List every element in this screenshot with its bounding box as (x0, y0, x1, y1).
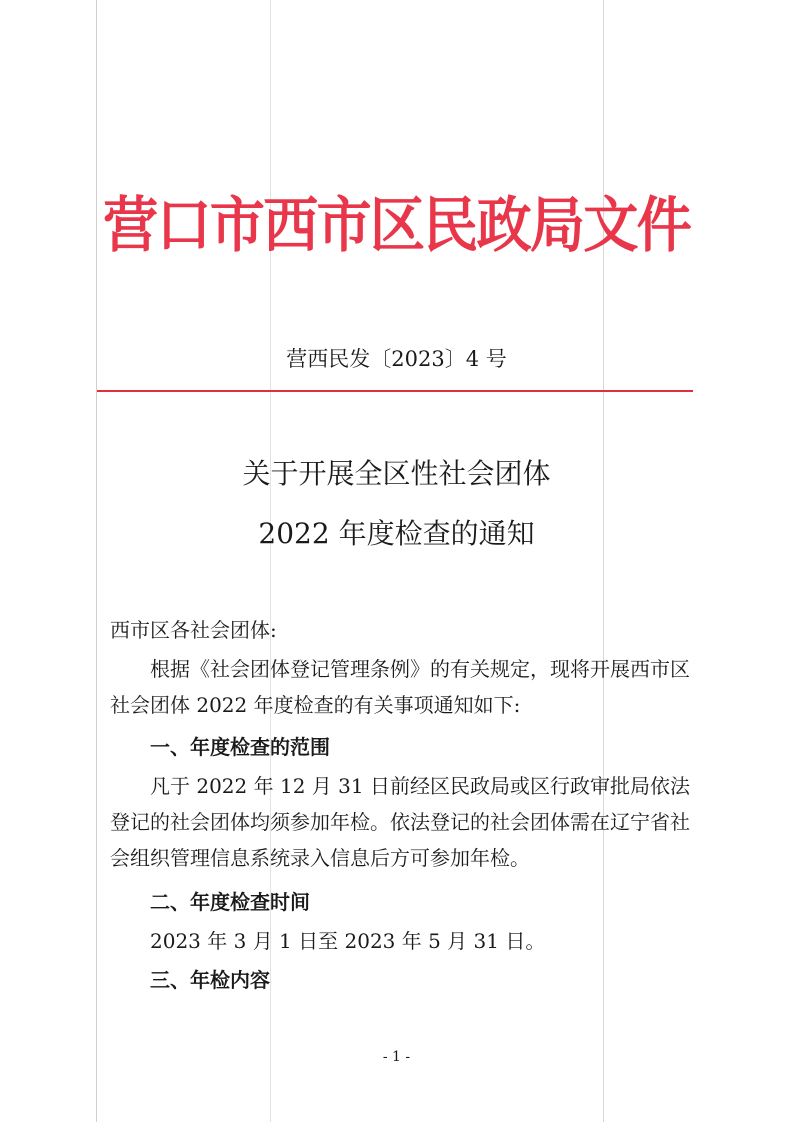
issuer-header: 营口市西市区民政局文件 (103, 191, 690, 261)
scan-line (96, 0, 97, 1122)
page-number: - 1 - (382, 1049, 411, 1065)
intro-paragraph: 根据《社会团体登记管理条例》的有关规定，现将开展西市区社会团体 2022 年度检查的有关事项通知如下: (110, 657, 690, 717)
salutation: 西市区各社会团体: (110, 618, 277, 642)
section1-paragraph: 凡于 2022 年 12 月 31 日前经区民政局或区行政审批局依法登记的社会团体均须参加年检。依法登记的社会团体需在辽宁省社会组织管理信息系统录入信息后方可参加年检。 (110, 774, 690, 870)
section3-heading: 三、年检内容 (150, 968, 270, 992)
document-number: 营西民发〔2023〕4 号 (286, 347, 507, 371)
notice-title-line2: 2022 年度检查的通知 (258, 517, 535, 550)
section1-heading: 一、年度检查的范围 (150, 735, 330, 759)
red-divider (97, 390, 693, 392)
section2-paragraph: 2023 年 3 月 1 日至 2023 年 5 月 31 日。 (150, 929, 546, 953)
section2-heading: 二、年度检查时间 (150, 890, 310, 914)
notice-title-line1: 关于开展全区性社会团体 (242, 457, 551, 490)
